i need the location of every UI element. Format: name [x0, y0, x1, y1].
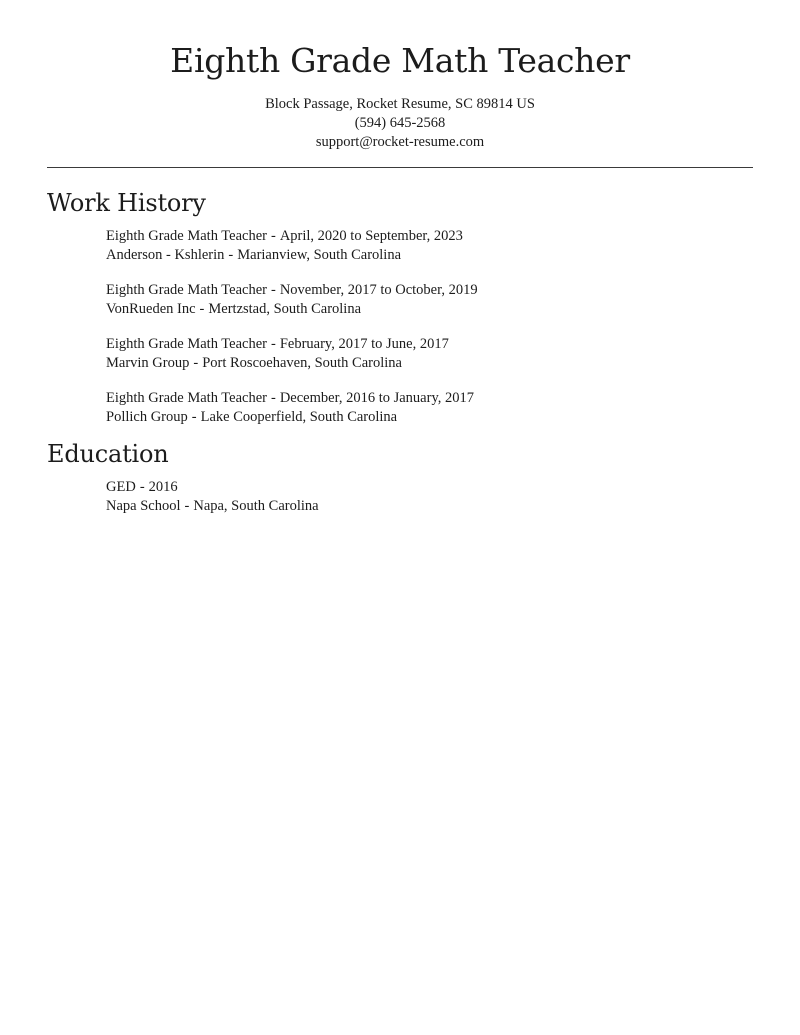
work-entry-dates: November, 2017 to October, 2019 — [279, 282, 478, 298]
work-entry-location: Mertzstad, South Carolina — [208, 301, 362, 317]
contact-block — [0, 95, 800, 152]
resume-header — [0, 38, 800, 152]
separator: - — [139, 479, 145, 495]
education-list — [106, 478, 319, 532]
work-entry-role: Eighth Grade Math Teacher — [106, 282, 267, 298]
education-entry-degree-line — [106, 478, 319, 497]
contact-email: support@rocket-resume.com — [315, 134, 485, 150]
education-heading: Education — [47, 440, 169, 468]
education-entry — [106, 478, 319, 516]
work-entry-dates: December, 2016 to January, 2017 — [279, 390, 474, 406]
work-entry-title-line — [106, 335, 478, 354]
resume-title: Eighth Grade Math Teacher — [170, 41, 630, 80]
separator: - — [270, 336, 276, 352]
work-entry-title-line — [106, 227, 478, 246]
work-entry-company-line — [106, 246, 478, 265]
work-history-heading: Work History — [47, 189, 206, 217]
work-entry — [106, 389, 478, 427]
separator: - — [191, 409, 197, 425]
work-entry-dates: April, 2020 to September, 2023 — [279, 228, 463, 244]
education-location: Napa, South Carolina — [193, 498, 319, 514]
separator: - — [184, 498, 190, 514]
work-entry-title-line — [106, 281, 478, 300]
separator: - — [193, 355, 199, 371]
contact-address: Block Passage, Rocket Resume, SC 89814 US — [265, 96, 535, 112]
separator: - — [228, 247, 234, 263]
separator: - — [270, 282, 276, 298]
work-entry-company: Marvin Group — [106, 355, 190, 371]
header-divider — [47, 167, 753, 168]
work-entry-role: Eighth Grade Math Teacher — [106, 228, 267, 244]
work-entry-company: Pollich Group — [106, 409, 188, 425]
work-entry-company: VonRueden Inc — [106, 301, 196, 317]
work-entry-dates: February, 2017 to June, 2017 — [279, 336, 449, 352]
education-entry-school-line — [106, 497, 319, 516]
separator: - — [270, 228, 276, 244]
work-entry-company-line — [106, 300, 478, 319]
work-entry-role: Eighth Grade Math Teacher — [106, 336, 267, 352]
education-year: 2016 — [148, 479, 178, 495]
work-entry — [106, 335, 478, 373]
work-entry — [106, 281, 478, 319]
separator: - — [270, 390, 276, 406]
work-entry-company: Anderson - Kshlerin — [106, 247, 225, 263]
work-entry-location: Marianview, South Carolina — [237, 247, 402, 263]
work-entry-role: Eighth Grade Math Teacher — [106, 390, 267, 406]
work-entry-location: Port Roscoehaven, South Carolina — [202, 355, 402, 371]
separator: - — [199, 301, 205, 317]
work-history-list — [106, 227, 478, 443]
work-entry-title-line — [106, 389, 478, 408]
education-degree: GED — [106, 479, 136, 495]
work-entry-company-line — [106, 354, 478, 373]
work-entry-company-line — [106, 408, 478, 427]
work-entry-location: Lake Cooperfield, South Carolina — [200, 409, 398, 425]
education-school: Napa School — [106, 498, 181, 514]
contact-phone: (594) 645-2568 — [354, 115, 446, 131]
work-entry — [106, 227, 478, 265]
